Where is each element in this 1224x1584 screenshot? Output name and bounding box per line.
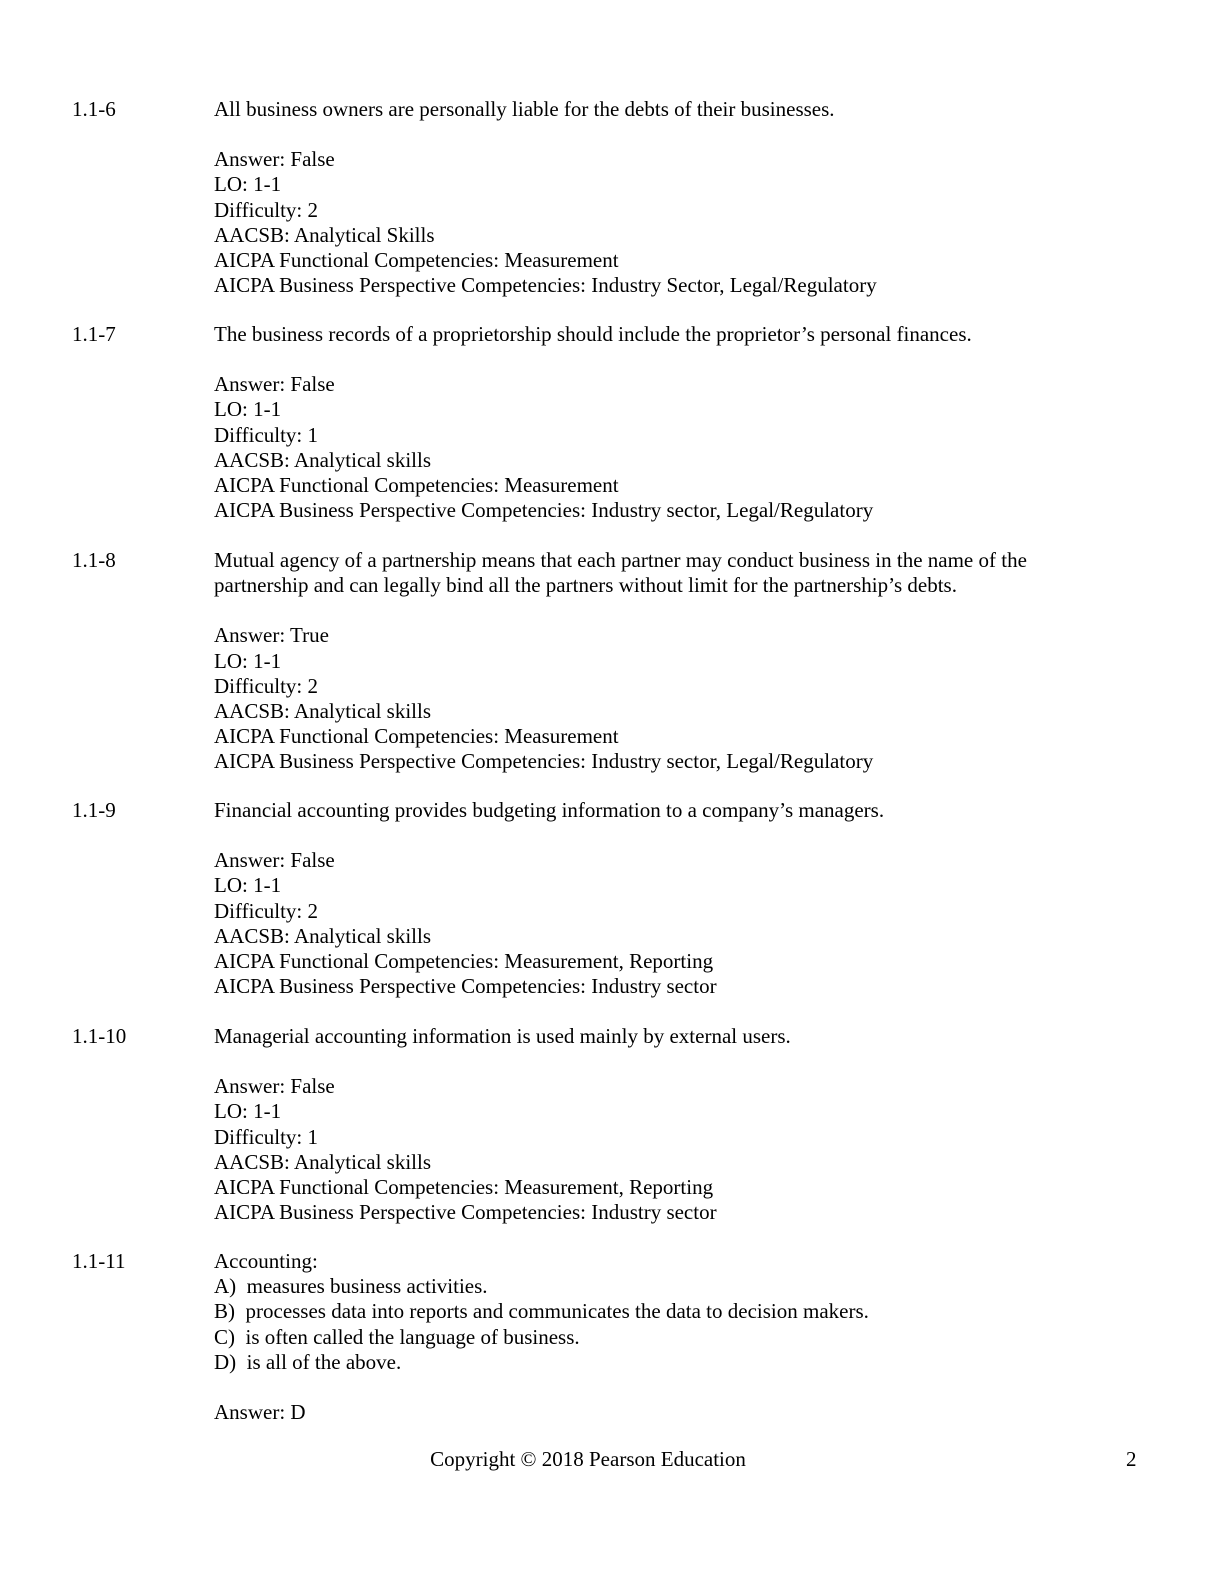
- choice-letter: A): [214, 1274, 237, 1299]
- functional-competencies-line: AICPA Functional Competencies: Measurement: [214, 248, 619, 273]
- question-stem: Financial accounting provides budgeting information to a company’s managers.: [214, 798, 885, 822]
- choice-c: [214, 1325, 1114, 1350]
- question-stem-line-1: Mutual agency of a partnership means that each partner may conduct business in the name of the: [214, 548, 1027, 572]
- difficulty-line: Difficulty: 2: [214, 197, 319, 222]
- business-competencies-line: AICPA Business Perspective Competencies: Industry sector: [214, 974, 717, 999]
- question-number: 1.1-11: [72, 1249, 126, 1273]
- difficulty-line: Difficulty: 2: [214, 898, 319, 923]
- choice-text: processes data into reports and communicates the data to decision makers.: [245, 1299, 869, 1324]
- question-number: 1.1-6: [72, 97, 116, 121]
- answer-line: Answer: False: [214, 1074, 335, 1099]
- choice-text: is often called the language of business.: [245, 1324, 580, 1349]
- question-body: [214, 798, 1114, 999]
- answer-line: Answer: False: [214, 372, 335, 397]
- aacsb-line: AACSB: Analytical skills: [214, 699, 432, 724]
- page-number: 2: [1126, 1447, 1137, 1471]
- question-number: 1.1-10: [72, 1024, 127, 1048]
- business-competencies-line: AICPA Business Perspective Competencies: Industry Sector, Legal/Regulatory: [214, 273, 877, 298]
- choice-text: measures business activities.: [246, 1274, 488, 1299]
- lo-line: LO: 1-1: [214, 873, 282, 898]
- functional-competencies-line: AICPA Functional Competencies: Measurement, Reporting: [214, 949, 714, 974]
- functional-competencies-line: AICPA Functional Competencies: Measurement: [214, 473, 619, 498]
- answer-line: Answer: False: [214, 147, 335, 172]
- question-number: 1.1-7: [72, 322, 116, 346]
- lo-line: LO: 1-1: [214, 648, 282, 673]
- choice-letter: C): [214, 1324, 235, 1349]
- choice-d: [214, 1350, 1114, 1375]
- choice-text: is all of the above.: [246, 1349, 402, 1374]
- functional-competencies-line: AICPA Functional Competencies: Measurement: [214, 724, 619, 749]
- business-competencies-line: AICPA Business Perspective Competencies: Industry sector, Legal/Regulatory: [214, 749, 874, 774]
- business-competencies-line: AICPA Business Perspective Competencies: Industry sector, Legal/Regulatory: [214, 498, 874, 523]
- business-competencies-line: AICPA Business Perspective Competencies: Industry sector: [214, 1200, 717, 1225]
- functional-competencies-line: AICPA Functional Competencies: Measurement, Reporting: [214, 1175, 714, 1200]
- question-stem-line-2: partnership and can legally bind all the partners without limit for the partnership’s debts.: [214, 573, 957, 598]
- difficulty-line: Difficulty: 1: [214, 1124, 319, 1149]
- answer-line: Answer: D: [214, 1400, 306, 1425]
- aacsb-line: AACSB: Analytical Skills: [214, 222, 435, 247]
- question-number: 1.1-9: [72, 798, 116, 822]
- aacsb-line: AACSB: Analytical skills: [214, 447, 432, 472]
- aacsb-line: AACSB: Analytical skills: [214, 1149, 432, 1174]
- answer-line: Answer: True: [214, 623, 329, 648]
- footer-copyright: Copyright © 2018 Pearson Education: [430, 1447, 746, 1471]
- question-body: [214, 322, 1114, 523]
- question-stem: Managerial accounting information is used mainly by external users.: [214, 1024, 791, 1048]
- lo-line: LO: 1-1: [214, 1099, 282, 1124]
- question-body: [214, 548, 1114, 775]
- question-stem: The business records of a proprietorship should include the proprietor’s personal finances.: [214, 322, 972, 346]
- lo-line: LO: 1-1: [214, 397, 282, 422]
- question-body: [214, 1249, 1114, 1425]
- choice-letter: D): [214, 1349, 237, 1374]
- question-stem: All business owners are personally liable for the debts of their businesses.: [214, 97, 835, 121]
- difficulty-line: Difficulty: 1: [214, 422, 319, 447]
- lo-line: LO: 1-1: [214, 172, 282, 197]
- answer-line: Answer: False: [214, 848, 335, 873]
- choice-a: [214, 1274, 1114, 1299]
- question-stem: Accounting:: [214, 1249, 318, 1273]
- choice-b: [214, 1299, 1114, 1324]
- question-body: [214, 1024, 1114, 1225]
- aacsb-line: AACSB: Analytical skills: [214, 923, 432, 948]
- question-number: 1.1-8: [72, 548, 116, 572]
- question-body: [214, 97, 1114, 298]
- difficulty-line: Difficulty: 2: [214, 673, 319, 698]
- choice-letter: B): [214, 1299, 235, 1324]
